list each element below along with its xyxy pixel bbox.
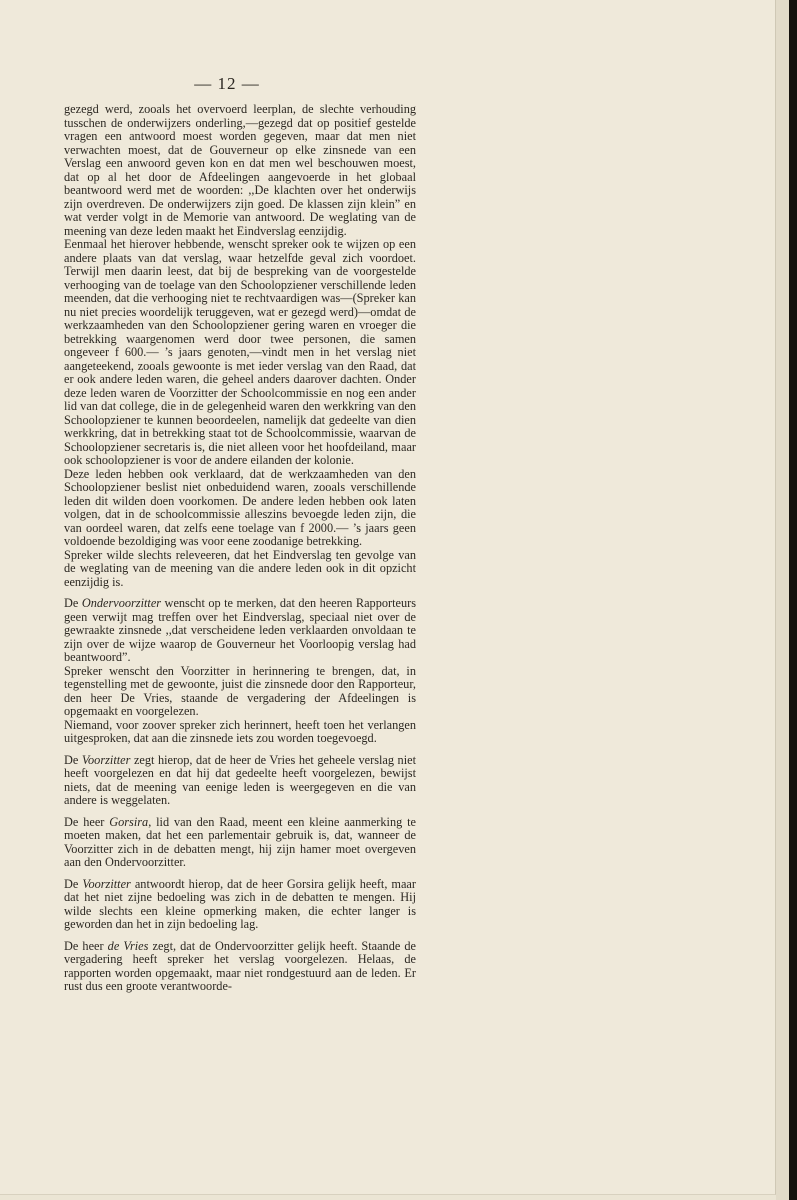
paragraph-text: antwoordt hierop, dat de heer Gorsira gelijk heeft, maar dat het niet zijne bedoeling was zich in de debatten te mengen. Hij wilde slechts een kleine opmerking maken, die echter langer is geworden dan het in zijn bedoeling lag. [64,876,416,931]
speaker-name: Voorzitter [81,752,131,767]
body-text [64,103,416,994]
paragraph [64,665,416,719]
paragraph-text: Niemand, voor zoover spreker zich herinnert, heeft toen het verlangen uitgesproken, dat aan die zinsnede iets zou worden toegevoegd. [64,717,416,745]
paragraph-text: De [64,752,82,767]
paragraph [64,816,416,870]
paragraph [64,597,416,665]
paragraph-text: zegt, dat de Ondervoorzitter gelijk heeft. Staande de vergadering heeft spreker het verslag voorgelezen. Helaas, de rapporten worden opgemaakt, maar niet rondgestuurd aan de leden. Er rust dus een groote verantwoorde- [64,938,416,993]
paragraph-text: Spreker wilde slechts releveeren, dat het Eindverslag ten gevolge van de weglating van de meening van die andere leden ook in dit opzicht eenzijdig is. [64,547,416,589]
paragraph-text: De [64,596,82,610]
paragraph [64,238,416,468]
speaker-name: de Vries [107,938,149,953]
paragraph-text: gezegd werd, zooals het overvoerd leerplan, de slechte verhouding tusschen de onderwijzers onderling,—gezegd dat op positief gestelde vragen een antwoord moest worden gegeven, maar dat men niet verwachten moest, dat de Gouverneur op elke zinsnede van een Verslag een anwoord geven kon en dat men wel beschouwen moest, dat op al het door de Afdeelingen aangevoerde in het globaal beantwoord werd met de woorden: ,,De klachten over het onderwijs zijn overdreven. De onderwijzers zijn goed. De klassen zijn klein” en wat verder volgt in de Memorie van antwoord. De weglating van de meening van deze leden maakt het Eindverslag eenzijdig. [64,102,416,238]
paragraph-text: De heer [64,938,108,953]
page-number: — 12 — [194,74,260,93]
paragraph [64,103,416,238]
paragraph-text: De [64,876,83,891]
speaker-name: Gorsira [109,814,149,829]
paragraph-text: Eenmaal het hierover hebbende, wenscht spreker ook te wijzen op een andere plaats van dat verslag, waar hetzelfde geval zich voordoet. Terwijl men daarin leest, dat bij de bespreking van de voorgestelde verhooging van de toelage van den Schoolopziener verschillende leden meenden, dat die verhooging niet te rechtvaardigen was—(Spreker kan nu niet precies woordelijk teruggeven, wat er gezegd werd)—omdat de werkzaamheden van den Schoolopziener gering waren en vroeger die betrekking waargenomen werd door twee personen, die samen ongeveer f 600.— ’s jaars genoten,—vindt men in het verslag niet aangeteekend, zooals gewoonte is met ieder verslag van den Raad, dat er ook andere leden waren, die geheel anders daarover dachten. Onder deze leden waren de Voorzitter der Schoolcommissie en nog een ander lid van dat college, die in de gelegenheid waren den werkkring van den Schoolopziener te kunnen beoordeelen, namelijk dat gedeelte van dien werkkring, dat in betrekking staat tot de Schoolcommissie, waarvan de Schoolopziener secretaris is, die niet alleen voor het hoofdeiland, maar ook schoolopziener is voor de andere eilanden der kolonie. [64,237,416,467]
paragraph [64,754,416,808]
paragraph [64,719,416,746]
paragraph [64,940,416,994]
paragraph-text: , lid van den Raad, meent een kleine aanmerking te moeten maken, dat het een parlementair gebruik is, dat, wanneer de Voorzitter zich in de debatten mengt, hij zijn hamer moet overgeven aan den Ondervoorzitter. [64,814,416,869]
scan-border [789,0,797,1200]
paragraph-text: wenscht op te merken, dat den heeren Rapporteurs geen verwijt mag treffen over het Eindverslag, speciaal niet over de gewraakte zinsnede ,,dat verscheidene leden verklaarden onvoldaan te zijn over de wijze waarop de Gouverneur het Voorloopig verslag had beantwoord”. [64,596,416,664]
paragraph [64,468,416,549]
paragraph-text: De heer [64,814,110,829]
speaker-name: Ondervoorzitter [81,596,162,610]
paragraph-text: Spreker wenscht den Voorzitter in herinnering te brengen, dat, in tegenstelling met de gewoonte, juist die zinsnede door den Rapporteur, den heer De Vries, staande de vergadering der Afdeelingen is opgemaakt en voorgelezen. [64,663,416,718]
paragraph [64,878,416,932]
speaker-name: Voorzitter [82,876,131,891]
paragraph-text: Deze leden hebben ook verklaard, dat de werkzaamheden van den Schoolopziener beslist niet onbeduidend waren, zooals verschillende leden dit wilden doen voorkomen. De andere leden hebben ook laten volgen, dat in de schoolcommissie alleszins bevoegde leden zijn, die van oordeel waren, dat zelfs eene toelage van f 2000.— ’s jaars geen voldoende bezoldiging was voor eene zoodanige betrekking. [64,466,416,548]
paragraph [64,549,416,590]
paragraph-text: zegt hierop, dat de heer de Vries het geheele verslag niet heeft voorgelezen en dat hij dat gedeelte heeft voorgelezen, bewijst niets, dat de meening van eenige leden is weergegeven en die van andere is weggelaten. [64,752,416,807]
